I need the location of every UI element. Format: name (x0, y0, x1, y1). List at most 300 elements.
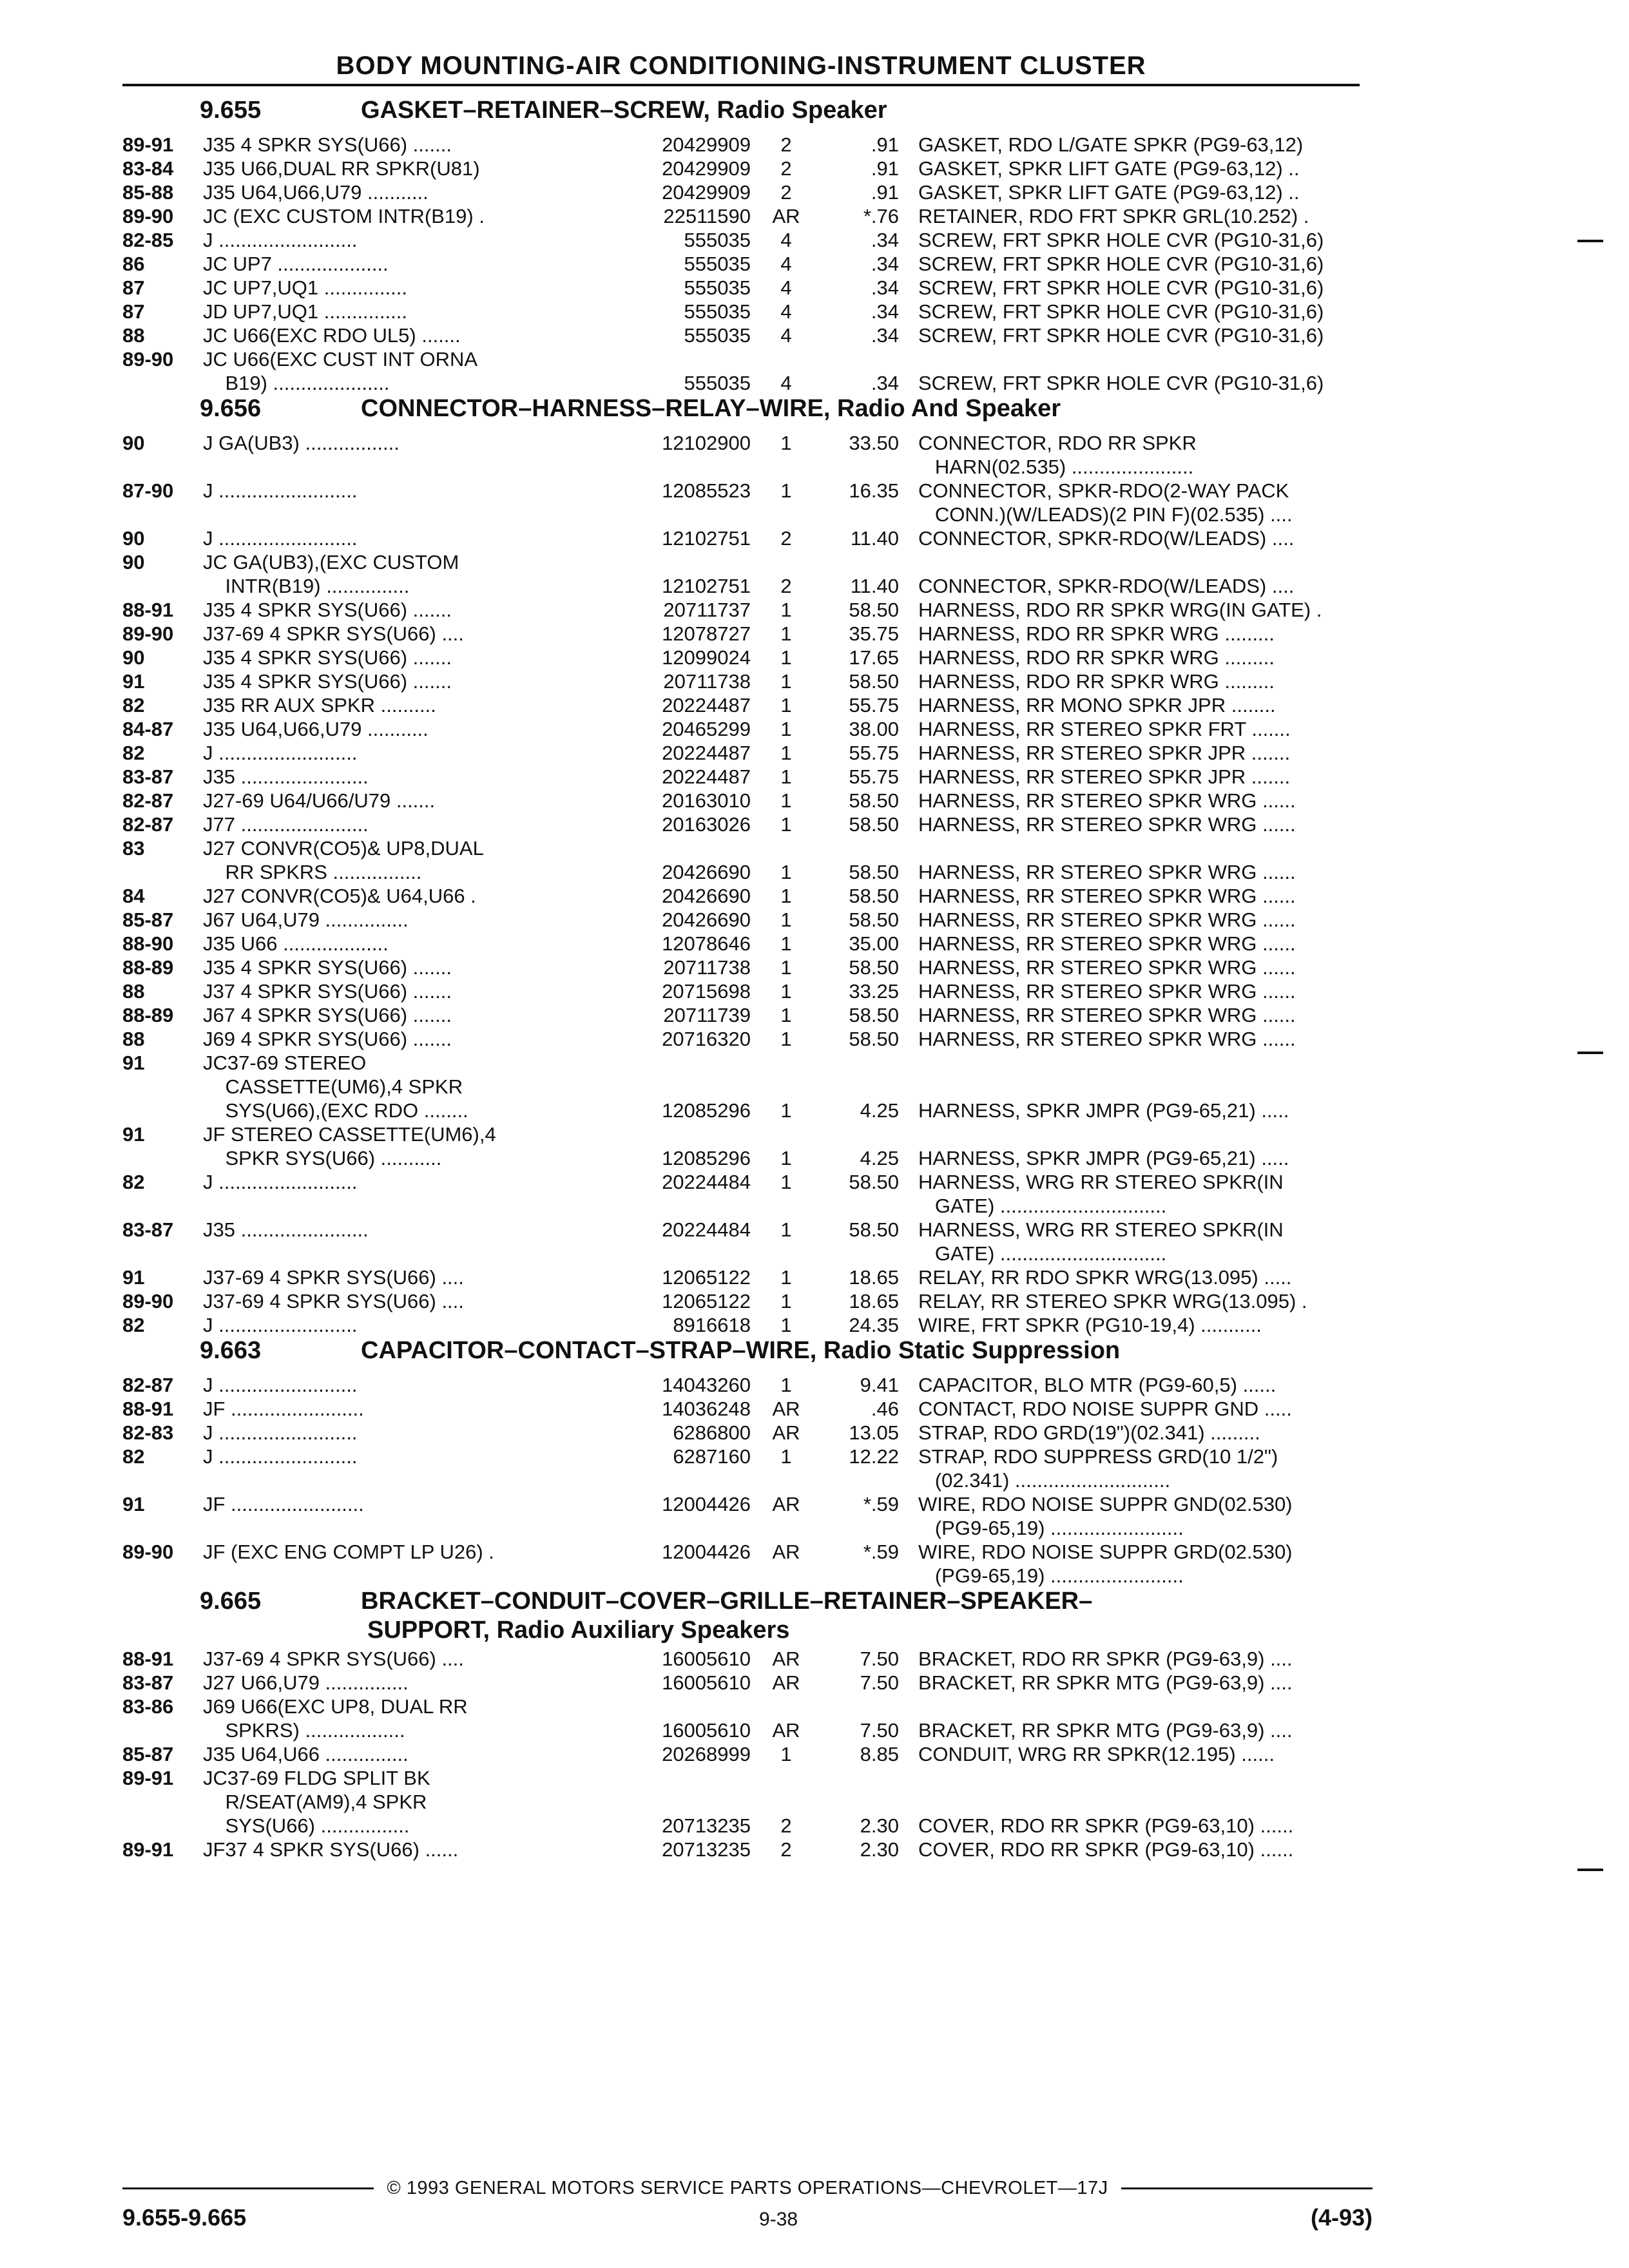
part-name: CONTACT, RDO NOISE SUPPR GND ..... (918, 1398, 1292, 1420)
part-name: CONNECTOR, SPKR-RDO(2-WAY PACK (918, 479, 1289, 502)
part-number: 6287160 (673, 1445, 751, 1468)
application-description: J ......................... (203, 229, 358, 251)
application-description: JC UP7,UQ1 ............... (203, 276, 407, 299)
price: 58.50 (849, 670, 899, 693)
quantity (751, 836, 822, 860)
application-description: J ......................... (203, 1421, 358, 1444)
quantity: 1 (780, 1743, 792, 1765)
part-number: 20163026 (662, 813, 751, 836)
part-name: BRACKET, RDO RR SPKR (PG9-63,9) .... (918, 1648, 1293, 1670)
price: 58.50 (849, 813, 899, 836)
quantity (751, 503, 822, 526)
application-description: INTR(B19) ............... (203, 575, 410, 597)
application-description (203, 1242, 602, 1265)
part-name: HARNESS, RR STEREO SPKR WRG ...... (918, 789, 1296, 812)
part-number: 555035 (684, 324, 751, 347)
table-row (122, 1421, 1373, 1445)
price: .34 (871, 276, 899, 299)
model-years: 88-91 (122, 1648, 174, 1670)
part-name (918, 836, 1373, 860)
model-years (122, 1242, 203, 1265)
table-row (122, 622, 1373, 646)
footer-line (122, 2204, 1373, 2231)
application-description: JC (EXC CUSTOM INTR(B19) . (203, 205, 485, 227)
application-description: J ......................... (203, 1445, 358, 1468)
application-description: J35 U64,U66 ............... (203, 1743, 409, 1765)
part-number: 20429909 (662, 133, 751, 156)
part-number: 12085523 (662, 479, 751, 502)
table-row (122, 1814, 1373, 1838)
part-name: HARNESS, RDO RR SPKR WRG ......... (918, 646, 1275, 669)
price: 16.35 (849, 479, 899, 502)
part-name: WIRE, RDO NOISE SUPPR GND(02.530) (918, 1493, 1293, 1515)
model-years: 91 (122, 1493, 145, 1515)
part-number: 20713235 (662, 1838, 751, 1861)
table-row (122, 1647, 1373, 1671)
application-description: J35 4 SPKR SYS(U66) ....... (203, 599, 452, 621)
part-name: HARNESS, SPKR JMPR (PG9-65,21) ..... (918, 1099, 1289, 1122)
part-name: WIRE, FRT SPKR (PG10-19,4) ........... (918, 1314, 1262, 1336)
table-row (122, 741, 1373, 765)
application-description: J37-69 4 SPKR SYS(U66) .... (203, 1648, 464, 1670)
section-heading (122, 97, 1373, 133)
model-years: 88-89 (122, 956, 174, 979)
section-number: 9.665 (200, 1588, 262, 1615)
quantity: 1 (780, 1171, 792, 1193)
part-name: STRAP, RDO GRD(19")(02.341) ......... (918, 1421, 1260, 1444)
table-row (122, 1170, 1373, 1194)
quantity: 2 (780, 133, 792, 156)
table-row (122, 204, 1373, 228)
table-row (122, 574, 1373, 598)
model-years: 91 (122, 1123, 145, 1146)
part-number: 22511590 (663, 205, 751, 227)
quantity: 4 (780, 324, 792, 347)
application-description: J35 U64,U66,U79 ........... (203, 718, 429, 740)
price (822, 1051, 918, 1075)
application-description (203, 1564, 602, 1588)
price: 4.25 (860, 1147, 899, 1169)
price: *.59 (863, 1541, 899, 1563)
table-row (122, 157, 1373, 180)
part-name: CONDUIT, WRG RR SPKR(12.195) ...... (918, 1743, 1275, 1765)
model-years: 85-88 (122, 181, 174, 204)
part-number: 20711738 (663, 956, 751, 979)
part-number: 20716320 (662, 1028, 751, 1050)
part-name: GASKET, SPKR LIFT GATE (PG9-63,12) .. (918, 181, 1300, 204)
part-name: SCREW, FRT SPKR HOLE CVR (PG10-31,6) (918, 372, 1324, 394)
application-description: J27 CONVR(CO5)& U64,U66 . (203, 885, 476, 907)
section-title (361, 1337, 1373, 1365)
price: 4.25 (860, 1099, 899, 1122)
part-name (918, 1075, 1373, 1099)
part-number: 20426690 (662, 885, 751, 907)
part-name: HARNESS, RR STEREO SPKR WRG ...... (918, 813, 1296, 836)
table-row (122, 550, 1373, 574)
model-years: 90 (122, 527, 145, 550)
quantity: 1 (780, 861, 792, 883)
quantity: 1 (780, 956, 792, 979)
application-description: JF37 4 SPKR SYS(U66) ...... (203, 1838, 459, 1861)
quantity: 4 (780, 372, 792, 394)
table-row (122, 1516, 1373, 1540)
part-number: 12099024 (662, 646, 751, 669)
table-row (122, 1265, 1373, 1289)
section (122, 1588, 1373, 1861)
quantity: 4 (780, 300, 792, 323)
model-years (122, 860, 203, 884)
part-name: GATE) .............................. (918, 1195, 1167, 1217)
table-row (122, 276, 1373, 300)
part-name: COVER, RDO RR SPKR (PG9-63,10) ...... (918, 1838, 1294, 1861)
model-years: 82-87 (122, 813, 174, 836)
quantity: 1 (780, 742, 792, 764)
quantity (751, 455, 822, 479)
table-row (122, 431, 1373, 455)
quantity: 1 (780, 646, 792, 669)
part-name: HARNESS, RR STEREO SPKR WRG ...... (918, 932, 1296, 955)
copyright-text: © 1993 GENERAL MOTORS SERVICE PARTS OPERATIONS—CHEVROLET—17J (387, 2178, 1108, 2198)
section-subtitle: Radio Auxiliary Speakers (496, 1617, 790, 1644)
part-number (602, 347, 751, 371)
table-row (122, 1146, 1373, 1170)
price: 7.50 (860, 1671, 899, 1694)
application-description: J35 4 SPKR SYS(U66) ....... (203, 956, 452, 979)
quantity: 2 (780, 1838, 792, 1861)
table-row (122, 526, 1373, 550)
price: 35.75 (849, 622, 899, 645)
application-description: J27 U66,U79 ............... (203, 1671, 409, 1694)
table-row (122, 884, 1373, 908)
part-name: CONNECTOR, SPKR-RDO(W/LEADS) .... (918, 575, 1295, 597)
table-row (122, 1027, 1373, 1051)
price: 33.50 (849, 432, 899, 454)
table-row (122, 979, 1373, 1003)
application-description: J67 U64,U79 ............... (203, 908, 409, 931)
model-years: 85-87 (122, 1743, 174, 1765)
quantity: 4 (780, 276, 792, 299)
model-years (122, 371, 203, 395)
price: .34 (871, 324, 899, 347)
part-number: 16005610 (662, 1648, 751, 1670)
part-number (602, 550, 751, 574)
part-name (918, 1122, 1373, 1146)
application-description: J35 4 SPKR SYS(U66) ....... (203, 646, 452, 669)
part-name: SCREW, FRT SPKR HOLE CVR (PG10-31,6) (918, 300, 1324, 323)
part-name: (PG9-65,19) ........................ (918, 1517, 1184, 1539)
part-name: HARNESS, RR STEREO SPKR WRG ...... (918, 861, 1296, 883)
price (822, 1242, 918, 1265)
model-years: 84-87 (122, 718, 174, 740)
part-name (918, 1790, 1373, 1814)
application-description: JF (EXC ENG COMPT LP U26) . (203, 1541, 494, 1563)
part-name: CONN.)(W/LEADS)(2 PIN F)(02.535) .... (918, 503, 1293, 526)
quantity: 1 (780, 1218, 792, 1241)
price (822, 1790, 918, 1814)
quantity (751, 1122, 822, 1146)
quantity: AR (772, 1671, 800, 1694)
table-row (122, 1194, 1373, 1218)
part-number: 12065122 (662, 1266, 751, 1289)
application-description: J69 U66(EXC UP8, DUAL RR (203, 1695, 468, 1718)
quantity: 1 (780, 1374, 792, 1396)
model-years (122, 1468, 203, 1492)
part-name: HARNESS, RR STEREO SPKR WRG ...... (918, 956, 1296, 979)
part-name: HARNESS, RR STEREO SPKR WRG ...... (918, 885, 1296, 907)
model-years: 91 (122, 670, 145, 693)
part-number: 16005610 (662, 1671, 751, 1694)
part-number (602, 455, 751, 479)
model-years: 89-91 (122, 1767, 174, 1789)
table-row (122, 180, 1373, 204)
application-description: JC37-69 FLDG SPLIT BK (203, 1767, 430, 1789)
section (122, 395, 1373, 1337)
price: .34 (871, 253, 899, 275)
price: 33.25 (849, 980, 899, 1003)
table-row (122, 1122, 1373, 1146)
part-number: 20711739 (663, 1004, 751, 1026)
price: 58.50 (849, 885, 899, 907)
part-name: (02.341) ............................ (918, 1469, 1171, 1492)
price: .34 (871, 300, 899, 323)
table-row (122, 1540, 1373, 1564)
table-row (122, 1718, 1373, 1742)
model-years: 89-90 (122, 1541, 174, 1563)
part-number: 12004426 (662, 1493, 751, 1515)
model-years: 91 (122, 1052, 145, 1074)
part-name: WIRE, RDO NOISE SUPPR GRD(02.530) (918, 1541, 1293, 1563)
price: 12.22 (849, 1445, 899, 1468)
table-row (122, 717, 1373, 741)
part-number: 8916618 (673, 1314, 751, 1336)
table-row (122, 1838, 1373, 1861)
section-subtitle: Radio And Speaker (837, 395, 1061, 422)
table-row (122, 932, 1373, 956)
price (822, 1695, 918, 1718)
part-number (602, 1075, 751, 1099)
model-years: 88-90 (122, 932, 174, 955)
model-years: 89-91 (122, 1838, 174, 1861)
quantity: AR (772, 1719, 800, 1742)
application-description: JF ........................ (203, 1398, 364, 1420)
part-number: 12102751 (662, 527, 751, 550)
section-range: 9.655-9.665 (122, 2204, 247, 2231)
price: *.76 (863, 205, 899, 227)
quantity: 1 (780, 1445, 792, 1468)
quantity: AR (772, 205, 800, 227)
part-name: (PG9-65,19) ........................ (918, 1564, 1184, 1587)
table-row (122, 1099, 1373, 1122)
application-description: JC GA(UB3),(EXC CUSTOM (203, 551, 459, 573)
part-name: HARNESS, RR STEREO SPKR JPR ....... (918, 765, 1291, 788)
margin-mark (1577, 1869, 1603, 1871)
section-number: 9.656 (200, 395, 262, 422)
copyright-line (122, 2178, 1373, 2199)
table-row (122, 1766, 1373, 1790)
application-description: J GA(UB3) ................. (203, 432, 400, 454)
table-row (122, 1742, 1373, 1766)
part-number: 20268999 (662, 1743, 751, 1765)
application-description: J35 ....................... (203, 1218, 369, 1241)
part-name: CAPACITOR, BLO MTR (PG9-60,5) ...... (918, 1374, 1277, 1396)
price: 2.30 (860, 1814, 899, 1837)
model-years: 86 (122, 253, 145, 275)
price (822, 1766, 918, 1790)
quantity (751, 1468, 822, 1492)
model-years: 89-90 (122, 1290, 174, 1312)
model-years: 82-85 (122, 229, 174, 251)
price: 9.41 (860, 1374, 899, 1396)
parts-listing (122, 97, 1373, 1861)
price: .46 (871, 1398, 899, 1420)
part-number: 555035 (684, 300, 751, 323)
price (822, 1194, 918, 1218)
price: 58.50 (849, 1171, 899, 1193)
part-name: SCREW, FRT SPKR HOLE CVR (PG10-31,6) (918, 324, 1324, 347)
table-row (122, 1790, 1373, 1814)
model-years: 82-83 (122, 1421, 174, 1444)
price: 58.50 (849, 956, 899, 979)
part-number: 20713235 (662, 1814, 751, 1837)
part-number (602, 1194, 751, 1218)
price: 58.50 (849, 908, 899, 931)
table-row (122, 1051, 1373, 1075)
table-row (122, 371, 1373, 395)
part-number: 20224487 (662, 694, 751, 716)
table-row (122, 1445, 1373, 1468)
quantity (751, 347, 822, 371)
price: 17.65 (849, 646, 899, 669)
price: 58.50 (849, 861, 899, 883)
table-row (122, 908, 1373, 932)
part-number: 16005610 (662, 1719, 751, 1742)
price: *.59 (863, 1493, 899, 1515)
quantity: 1 (780, 789, 792, 812)
quantity: 1 (780, 694, 792, 716)
model-years (122, 1790, 203, 1814)
part-number: 20426690 (662, 861, 751, 883)
model-years: 88 (122, 1028, 145, 1050)
model-years: 90 (122, 551, 145, 573)
section-title-main: CAPACITOR–CONTACT–STRAP–WIRE, (361, 1337, 817, 1364)
part-name: HARNESS, RDO RR SPKR WRG ......... (918, 622, 1275, 645)
application-description: R/SEAT(AM9),4 SPKR (203, 1791, 427, 1813)
model-years: 88 (122, 324, 145, 347)
section-title-second-line: SUPPORT, (367, 1617, 490, 1644)
model-years: 89-90 (122, 205, 174, 227)
section-title-continued (122, 1617, 1373, 1643)
table-row (122, 1218, 1373, 1242)
model-years: 90 (122, 646, 145, 669)
model-years: 83-84 (122, 157, 174, 180)
table-row (122, 1671, 1373, 1695)
application-description: B19) ..................... (203, 372, 390, 394)
part-name: HARN(02.535) ...................... (918, 456, 1194, 478)
section-heading (122, 1337, 1373, 1373)
part-number: 20711737 (663, 599, 751, 621)
quantity: AR (772, 1398, 800, 1420)
price (822, 836, 918, 860)
model-years: 82-87 (122, 1374, 174, 1396)
model-years: 87 (122, 300, 145, 323)
model-years: 82 (122, 742, 145, 764)
price: .34 (871, 229, 899, 251)
price: 58.50 (849, 1218, 899, 1241)
part-number: 20465299 (662, 718, 751, 740)
price (822, 1468, 918, 1492)
price: .91 (871, 157, 899, 180)
quantity (751, 1695, 822, 1718)
table-row (122, 455, 1373, 479)
application-description: J ......................... (203, 742, 358, 764)
part-name: HARNESS, RR MONO SPKR JPR ........ (918, 694, 1276, 716)
price: 38.00 (849, 718, 899, 740)
table-row (122, 347, 1373, 371)
part-name: HARNESS, RDO RR SPKR WRG(IN GATE) . (918, 599, 1322, 621)
model-years: 89-90 (122, 348, 174, 370)
part-number (602, 1051, 751, 1075)
table-row (122, 646, 1373, 669)
table-row (122, 133, 1373, 157)
part-name: RELAY, RR STEREO SPKR WRG(13.095) . (918, 1290, 1307, 1312)
model-years: 88-91 (122, 1398, 174, 1420)
price: 7.50 (860, 1648, 899, 1670)
part-number (602, 1122, 751, 1146)
part-name: RETAINER, RDO FRT SPKR GRL(10.252) . (918, 205, 1309, 227)
page-number: 9-38 (759, 2209, 798, 2230)
application-description: JC U66(EXC CUST INT ORNA (203, 348, 478, 370)
quantity: AR (772, 1421, 800, 1444)
part-number: 555035 (684, 253, 751, 275)
quantity: 1 (780, 980, 792, 1003)
part-name: COVER, RDO RR SPKR (PG9-63,10) ...... (918, 1814, 1294, 1837)
part-number: 12102900 (662, 432, 751, 454)
model-years: 83-87 (122, 765, 174, 788)
section-subtitle: Radio Speaker (717, 97, 887, 124)
part-number: 20224487 (662, 765, 751, 788)
model-years (122, 1564, 203, 1588)
part-number: 20715698 (662, 980, 751, 1003)
part-name (918, 1051, 1373, 1075)
part-name: STRAP, RDO SUPPRESS GRD(10 1/2") (918, 1445, 1278, 1468)
part-name: SCREW, FRT SPKR HOLE CVR (PG10-31,6) (918, 253, 1324, 275)
quantity (751, 1075, 822, 1099)
part-number (602, 1516, 751, 1540)
model-years: 83 (122, 837, 145, 860)
section-subtitle: Radio Static Suppression (823, 1337, 1121, 1364)
application-description: J35 U66,DUAL RR SPKR(U81) (203, 157, 480, 180)
part-number: 555035 (684, 229, 751, 251)
page-footer (122, 2178, 1373, 2231)
price: 7.50 (860, 1719, 899, 1742)
application-description: CASSETTE(UM6),4 SPKR (203, 1075, 463, 1098)
quantity: 2 (780, 157, 792, 180)
model-years: 82 (122, 694, 145, 716)
model-years: 89-90 (122, 622, 174, 645)
application-description: J ......................... (203, 527, 358, 550)
price (822, 550, 918, 574)
model-years: 91 (122, 1266, 145, 1289)
part-number: 12078646 (662, 932, 751, 955)
application-description: J37-69 4 SPKR SYS(U66) .... (203, 1266, 464, 1289)
part-number (602, 1790, 751, 1814)
quantity: 2 (780, 1814, 792, 1837)
quantity (751, 550, 822, 574)
application-description: J35 4 SPKR SYS(U66) ....... (203, 133, 452, 156)
quantity: 2 (780, 181, 792, 204)
model-years: 88-89 (122, 1004, 174, 1026)
table-row (122, 1373, 1373, 1397)
